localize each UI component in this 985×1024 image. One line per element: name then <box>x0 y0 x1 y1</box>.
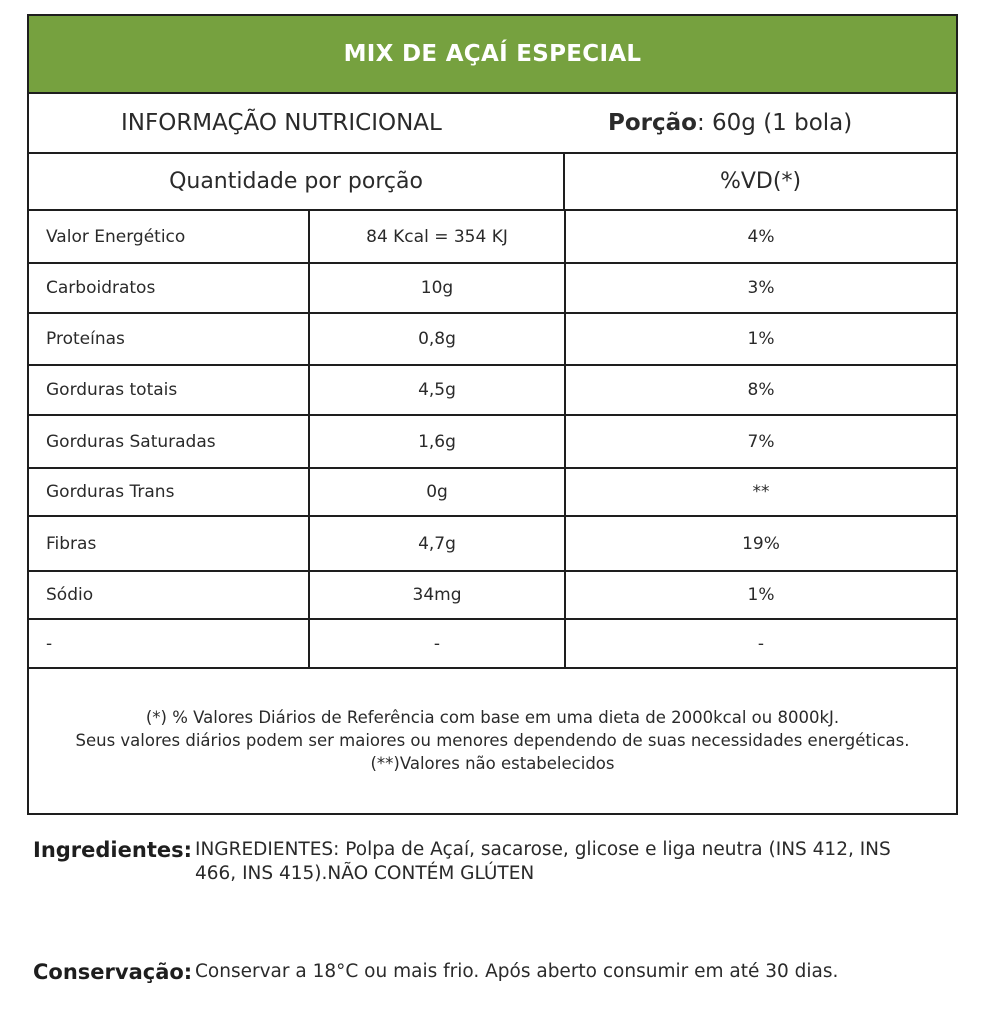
row-vd: - <box>565 619 956 668</box>
row-amount: 84 Kcal = 354 KJ <box>309 211 565 263</box>
row-vd: ** <box>565 468 956 516</box>
info-row <box>29 94 956 154</box>
ingredients-section <box>33 838 935 886</box>
row-vd: 4% <box>565 211 956 263</box>
row-name: Gorduras totais <box>29 365 309 415</box>
row-vd: 1% <box>565 313 956 365</box>
row-name: Gorduras Trans <box>29 468 309 516</box>
row-amount: 34mg <box>309 571 565 619</box>
table-row <box>29 313 956 365</box>
table-row <box>29 619 956 668</box>
row-vd: 7% <box>565 415 956 468</box>
nutrition-table <box>29 211 956 669</box>
table-row <box>29 211 956 263</box>
row-name: Proteínas <box>29 313 309 365</box>
footnote-vd: (*) % Valores Diários de Referência com base em uma dieta de 2000kcal ou 8000kJ. <box>145 707 840 727</box>
vd-column-header: %VD(*) <box>719 169 802 194</box>
conservation-text: Conservar a 18°C ou mais frio. Após aberto consumir em até 30 dias. <box>195 961 839 982</box>
row-amount: 0g <box>309 468 565 516</box>
conservation-section <box>33 960 838 984</box>
row-amount: 1,6g <box>309 415 565 468</box>
table-row <box>29 468 956 516</box>
row-amount: 4,5g <box>309 365 565 415</box>
row-amount: 0,8g <box>309 313 565 365</box>
conservation-label: Conservação: <box>33 960 193 984</box>
row-name: Gorduras Saturadas <box>29 415 309 468</box>
nutrition-panel <box>27 14 958 815</box>
portion-value: : 60g (1 bola) <box>696 110 853 136</box>
quantity-column-header: Quantidade por porção <box>29 154 565 209</box>
footnote-needs: Seus valores diários podem ser maiores ou menores dependendo de suas necessidades energéticas. <box>75 730 910 750</box>
row-vd: 19% <box>565 516 956 571</box>
row-amount: 10g <box>309 263 565 313</box>
row-amount: 4,7g <box>309 516 565 571</box>
row-name: Valor Energético <box>29 211 309 263</box>
footnote-not-established: (**)Valores não estabelecidos <box>370 753 615 773</box>
table-row <box>29 415 956 468</box>
footnotes <box>29 669 956 811</box>
nutrition-info-title: INFORMAÇÃO NUTRICIONAL <box>121 110 442 136</box>
table-row <box>29 516 956 571</box>
table-row <box>29 365 956 415</box>
product-title: MIX DE AÇAÍ ESPECIAL <box>29 16 956 94</box>
row-vd: 8% <box>565 365 956 415</box>
row-name: Sódio <box>29 571 309 619</box>
row-name: Carboidratos <box>29 263 309 313</box>
table-row <box>29 263 956 313</box>
row-vd: 3% <box>565 263 956 313</box>
ingredients-label: Ingredientes: <box>33 838 192 862</box>
row-name: - <box>29 619 309 668</box>
row-amount: - <box>309 619 565 668</box>
column-header-row <box>29 154 956 211</box>
ingredients-text: INGREDIENTES: Polpa de Açaí, sacarose, glicose e liga neutra (INS 412, INS 466, INS 415).NÃO CONTÉM GLÚTEN <box>195 839 891 884</box>
portion-label: Porção <box>608 110 697 136</box>
row-vd: 1% <box>565 571 956 619</box>
table-row <box>29 571 956 619</box>
portion-info <box>608 110 852 136</box>
row-name: Fibras <box>29 516 309 571</box>
